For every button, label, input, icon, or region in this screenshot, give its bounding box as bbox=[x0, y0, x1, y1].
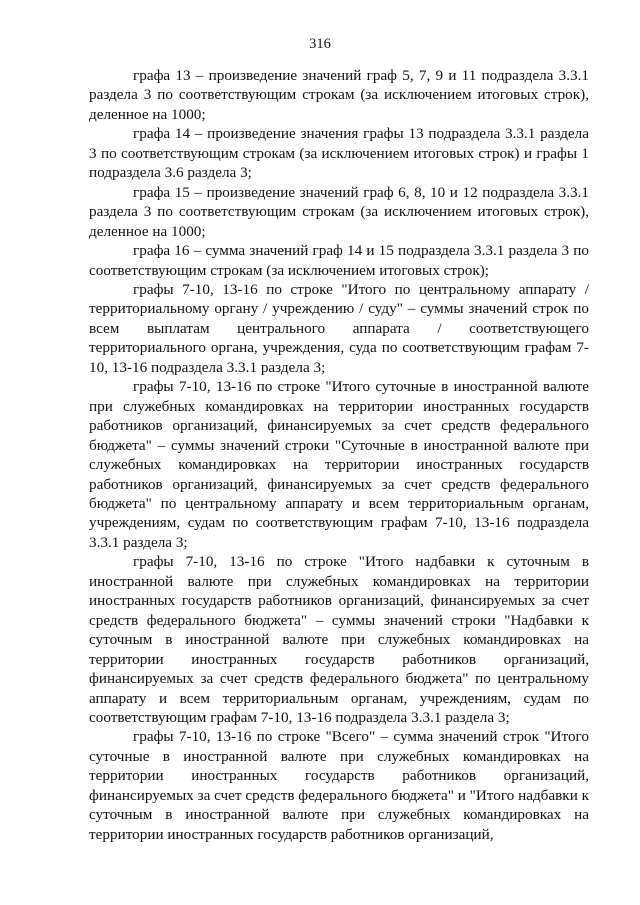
paragraph-grafa-15: графа 15 – произведение значений граф 6, 8, 10 и 12 подраздела 3.3.1 раздела 3 по соответствующим строкам (за исключением итоговых строк), деленное на 1000; bbox=[89, 183, 589, 240]
paragraph-grafa-16: графа 16 – сумма значений граф 14 и 15 подраздела 3.3.1 раздела 3 по соответствующим строкам (за исключением итоговых строк); bbox=[89, 242, 589, 279]
paragraph-itogo-central: графы 7-10, 13-16 по строке "Итого по центральному аппарату / территориальному органу / учреждению / суду" – суммы значений строк по всем выплатам центрального аппарата / соответствующего территориального органа, учреждения, суда по соответствующим графам 7-10, 13-16 подраздела 3.3.1 раздела 3; bbox=[89, 280, 589, 376]
paragraph-grafa-14: графа 14 – произведение значения графы 13 подраздела 3.3.1 раздела 3 по соответствующим строкам (за исключением итоговых строк) и графы 1 подраздела 3.6 раздела 3; bbox=[89, 125, 589, 182]
paragraph-grafa-13: графа 13 – произведение значений граф 5, 7, 9 и 11 подраздела 3.3.1 раздела 3 по соответствующим строкам (за исключением итоговых строк), деленное на 1000; bbox=[89, 67, 589, 123]
paragraph-itogo-sutochnye: графы 7-10, 13-16 по строке "Итого суточные в иностранной валюте при служебных командировках на территории иностранных государств работников организаций, финансируемых за счет средств федерального бюджета" – суммы значений строки "Суточные в иностранной валюте при служебных командировках на территории иностранных государств работников организаций, финансируемых за счет средств федерального бюджета" по центральному аппарату и всем территориальным органам, учреждениям, судам по соответствующим графам 7-10, 13-16 подраздела 3.3.1 раздела 3; bbox=[89, 378, 589, 551]
paragraph-vsego: графы 7-10, 13-16 по строке "Всего" – сумма значений строк "Итого суточные в иностранной валюте при служебных командировках на территории иностранных государств работников организаций, финансируемых за счет средств федерального бюджета" и "Итого надбавки к суточным в иностранной валюте при служебных командировках на территории иностранных государств работников организаций, bbox=[89, 728, 589, 843]
paragraph-itogo-nadbavki: графы 7-10, 13-16 по строке "Итого надбавки к суточным в иностранной валюте при служебных командировках на территории иностранных государств работников организаций, финансируемых за счет средств федерального бюджета" – суммы значений строки "Надбавки к суточным в иностранной валюте при служебных командировках на территории иностранных государств работников организаций, финансируемых за счет средств федерального бюджета" по центральному аппарату и всем территориальным органам, учреждениям, судам по соответствующим графам 7-10, 13-16 подраздела 3.3.1 раздела 3; bbox=[89, 553, 589, 726]
document-body bbox=[89, 66, 589, 844]
page-number: 316 bbox=[309, 36, 331, 52]
